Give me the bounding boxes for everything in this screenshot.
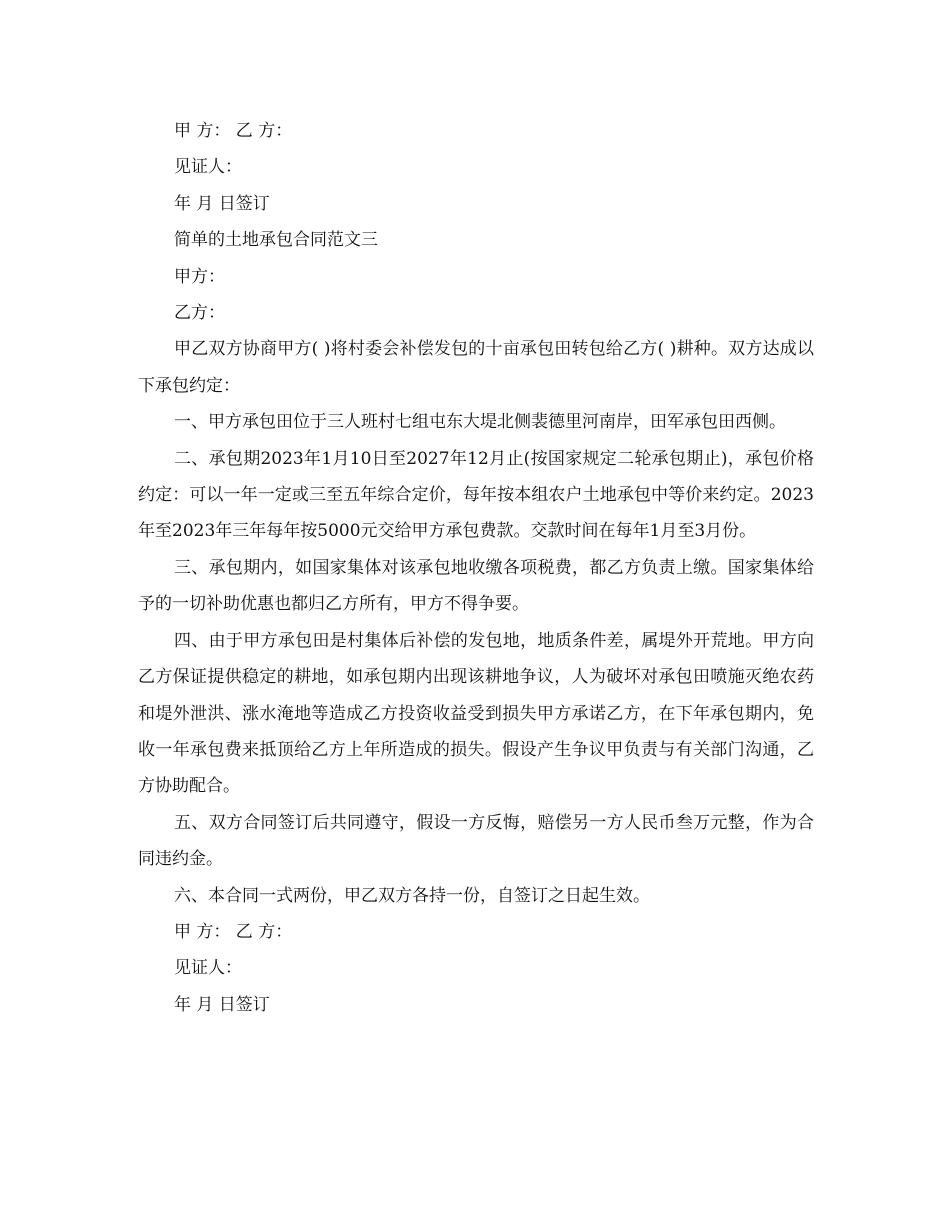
clause-2: 二、承包期2023年1月10日至2027年12月止(按国家规定二轮承包期止)，承包价格约定：可以一年一定或三至五年综合定价，每年按本组农户土地承包中等价来约定。2023年至2023年三年每年按5000元交给甲方承包费款。交款时间在每年1月至3月份。 bbox=[138, 448, 814, 542]
intro-paragraph: 甲乙双方协商甲方( )将村委会补偿发包的十亩承包田转包给乙方( )耕种。双方达成以下承包约定： bbox=[138, 339, 814, 396]
witness-line: 见证人： bbox=[174, 958, 242, 979]
party-b-line: 乙方： bbox=[174, 303, 225, 324]
party-a-line: 甲方： bbox=[174, 266, 225, 287]
clause-5: 五、双方合同签订后共同遵守，假设一方反悔，赔偿另一方人民币叁万元整，作为合同违约金。 bbox=[138, 812, 814, 870]
signing-date-line: 年 月 日签订 bbox=[174, 193, 270, 214]
clause-6: 六、本合同一式两份，甲乙双方各持一份，自签订之日起生效。 bbox=[174, 885, 650, 906]
signature-parties-line: 甲 方： 乙 方： bbox=[174, 121, 293, 141]
section-title: 简单的土地承包合同范文三 bbox=[174, 230, 378, 251]
clause-1: 一、甲方承包田位于三人班村七组屯东大堤北侧裴德里河南岸，田军承包田西侧。 bbox=[174, 412, 786, 433]
clause-4: 四、由于甲方承包田是村集体后补偿的发包地，地质条件差，属堤外开荒地。甲方向乙方保证提供稳定的耕地，如承包期内出现该耕地争议，人为破坏对承包田喷施灭绝农药和堤外泄洪、涨水淹地等造成乙方投资收益受到损失甲方承诺乙方，在下年承包期内，免收一年承包费来抵顶给乙方上年所造成的损失。假设产生争议甲负责与有关部门沟通，乙方协助配合。 bbox=[138, 630, 814, 797]
signing-date-line: 年 月 日签订 bbox=[174, 994, 270, 1015]
signature-parties-line: 甲 方： 乙 方： bbox=[174, 921, 293, 942]
clause-3: 三、承包期内，如国家集体对该承包地收缴各项税费，都乙方负责上缴。国家集体给予的一切补助优惠也都归乙方所有，甲方不得争要。 bbox=[138, 557, 814, 615]
contract-document bbox=[138, 113, 814, 1023]
witness-line: 见证人： bbox=[174, 157, 242, 178]
